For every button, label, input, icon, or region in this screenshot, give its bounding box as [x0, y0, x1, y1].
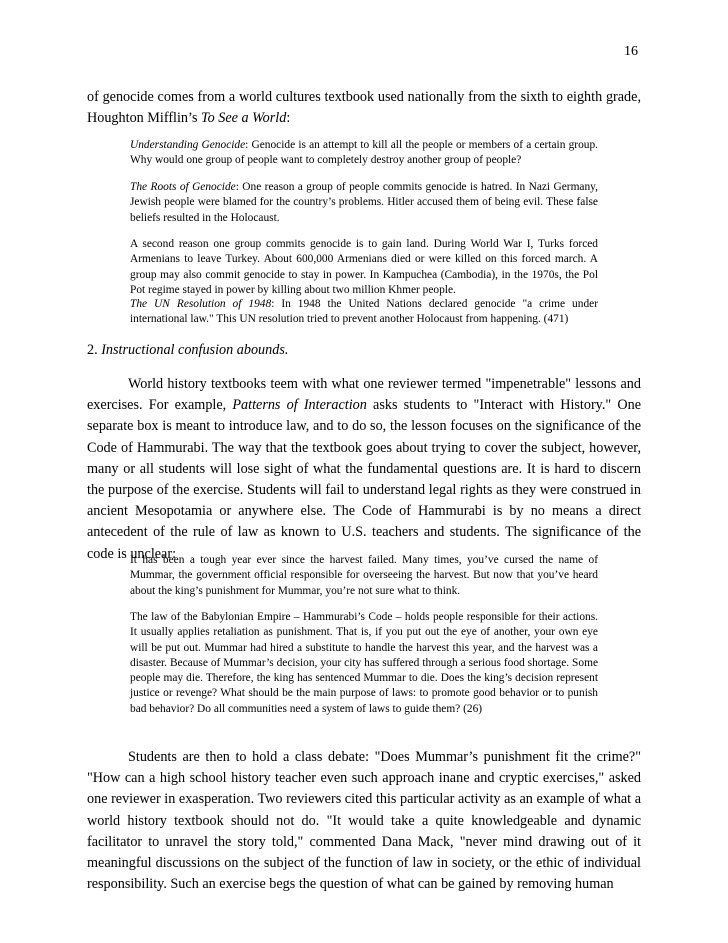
intro-colon: : [286, 110, 291, 127]
section-heading [87, 340, 288, 361]
body-paragraph-2: Students are then to hold a class debate: "Does Mummar’s punishment fit the crime?" "How can a high school history teacher even such approach inane and cryptic exercises," asked one reviewer in exasperation. Two reviewers cited this particular activity as an example of what a world history textbook should not do. "It would take a quite knowledgeable and dynamic facilitator to unravel the story told," commented Dana Mack, "never mind drawing out of it meaningful discussions on the subject of the function of law in society, or the ethic of individual responsibility. Such an exercise begs the question of what can be gained by removing human [87, 749, 641, 893]
quote-text: : In 1948 the United Nations declared genocide "a crime under international law." This UN resolution tried to prevent another Holocaust from happening. (471) [130, 298, 598, 326]
intro-paragraph [87, 87, 641, 129]
body-paragraph-1 [87, 374, 641, 565]
section-title: Instructional confusion abounds. [101, 342, 289, 358]
intro-text: of genocide comes from a world cultures textbook used nationally from the sixth to eighth grade, Houghton Mifflin’s [87, 89, 641, 127]
quote-text: : Genocide is an attempt to kill all the people or members of a certain group. Why would one group of people want to completely destroy another group of people? [130, 139, 599, 167]
quote-hammurabi-code [130, 610, 598, 717]
quote-text: The law of the Babylonian Empire – Hammurabi’s Code – holds people responsible for their actions. It usually applies retaliation as punishment. That is, if you put out the eye of another, your own eye will be put out. Mummar had hired a substitute to handle the harvest this year, and the harvest was a disaster. Because of Mummar’s decision, your city has suffered through a serious food shortage. Some people may die. Therefore, the king has sentenced Mummar to die. Does the king’s decision represent justice or revenge? What should be the main purpose of laws: to promote good behavior or to punish bad behavior? Do all communities need a system of laws to guide them? (26) [130, 611, 598, 715]
book-title-patterns: Patterns of Interaction [232, 397, 367, 414]
paragraph-text: World history textbooks teem with what one reviewer termed "impenetrable" lessons and exercises. For example, [87, 376, 641, 414]
quote-lead: The Roots of Genocide [130, 181, 236, 193]
quote-mummar-intro [130, 553, 598, 599]
quote-understanding-genocide [130, 138, 598, 169]
quote-lead: Understanding Genocide [130, 139, 246, 151]
intro-book-title: To See a World [201, 110, 287, 127]
section-number: 2. [87, 342, 102, 358]
quote-lead: The UN Resolution of 1948 [130, 298, 272, 310]
paragraph-text: asks students to "Interact with History." One separate box is meant to introduce law, and to do so, the lesson focuses on the significance of the Code of Hammurabi. The way that the textbook goes about trying to cover the subject, however, many or all students will lose sight of what the fundamental questions are. It is hard to discern the purpose of the exercise. Students will fail to understand legal rights as they were construed in ancient Mesopotamia or anywhere else. The Code of Hammurabi is by no means a direct antecedent of the rule of law as known to U.S. teachers and students. The significance of the code is unclear: [87, 397, 641, 562]
quote-text: : One reason a group of people commits genocide is hatred. In Nazi Germany, Jewish people were blamed for the country’s problems. Hitler accused them of being evil. These false beliefs resulted in the Holocaust. [130, 181, 598, 224]
quote-text: A second reason one group commits genocide is to gain land. During World War I, Turks forced Armenians to leave Turkey. About 600,000 Armenians died or were killed on this forced march. A group may also commit genocide to stay in power. In Kampuchea (Cambodia), in the 1970s, the Pol Pot regime stayed in power by killing about two million Khmer people. [130, 238, 598, 296]
page-number: 16 [624, 44, 638, 59]
quote-text: It has been a tough year ever since the harvest failed. Many times, you’ve cursed the name of Mummar, the government official responsible for overseeing the harvest. But now that you’ve heard about the king’s punishment for Mummar, you’re not sure what to think. [130, 554, 598, 597]
quote-second-reason [130, 237, 598, 298]
quote-roots-of-genocide [130, 180, 598, 226]
quote-un-resolution [130, 297, 598, 328]
